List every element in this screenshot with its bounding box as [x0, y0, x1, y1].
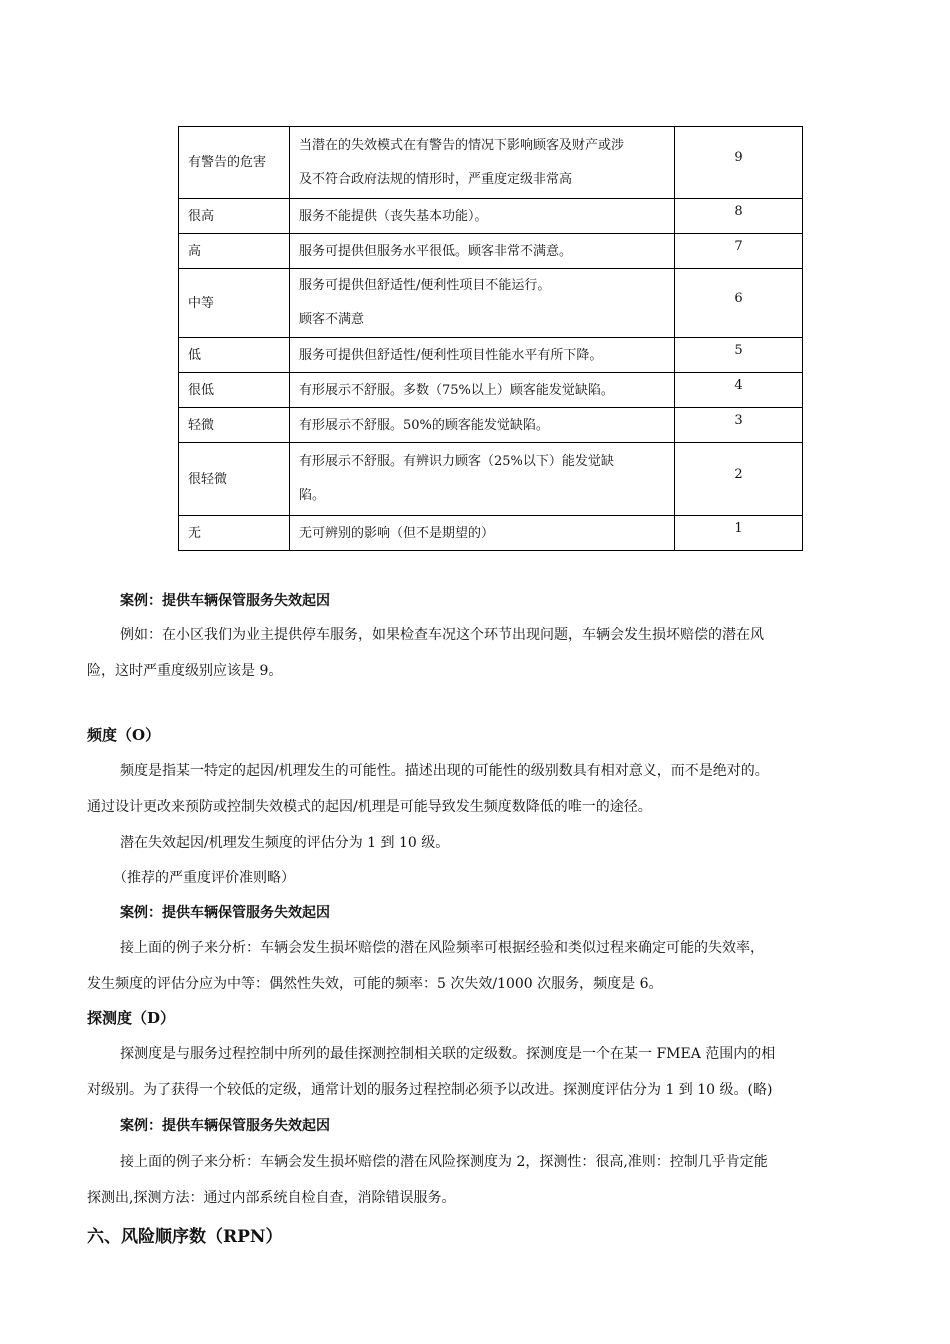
table-row [179, 338, 803, 373]
case-title: 案例：提供车辆保管服务失效起因 [120, 593, 330, 609]
description-line: 顾客不满意 [299, 312, 365, 327]
table-row [179, 373, 803, 408]
severity-description: 服务可提供但舒适性/便利性项目性能水平有所下降。 [290, 338, 675, 373]
paragraph: 接上面的例子来分析：车辆会发生损坏赔偿的潜在风险探测度为 2，探测性：很高,准则：控制几乎肯定能 [120, 1154, 768, 1170]
description-line: 及不符合政府法规的情形时，严重度定级非常高 [299, 171, 573, 187]
case-title: 案例：提供车辆保管服务失效起因 [120, 905, 330, 921]
severity-level: 低 [179, 338, 290, 373]
severity-rank: 4 [675, 373, 803, 408]
severity-level: 高 [179, 234, 290, 269]
table-row [179, 199, 803, 234]
paragraph: 频度是指某一特定的起因/机理发生的可能性。描述出现的可能性的级别数具有相对意义，而不是绝对的。 [120, 763, 769, 779]
severity-description [290, 443, 675, 516]
severity-rank: 3 [675, 408, 803, 443]
table-row [179, 443, 803, 516]
severity-rank: 2 [675, 443, 803, 516]
severity-description: 无可辨别的影响（但不是期望的） [290, 516, 675, 551]
table-row [179, 516, 803, 551]
severity-level: 很低 [179, 373, 290, 408]
paragraph: 通过设计更改来预防或控制失效模式的起因/机理是可能导致发生频度数降低的唯一的途径。 [87, 799, 652, 815]
severity-description: 有形展示不舒服。多数（75%以上）顾客能发觉缺陷。 [290, 373, 675, 408]
section-heading-frequency: 频度（O） [87, 726, 161, 744]
table-row [179, 269, 803, 338]
severity-rank: 8 [675, 199, 803, 234]
case-title: 案例：提供车辆保管服务失效起因 [120, 1118, 330, 1134]
severity-level: 很高 [179, 199, 290, 234]
paragraph: 例如：在小区我们为业主提供停车服务，如果检查车况这个环节出现问题，车辆会发生损坏赔偿的潜在风 [120, 627, 764, 643]
severity-description: 服务可提供但服务水平很低。顾客非常不满意。 [290, 234, 675, 269]
severity-level: 很轻微 [179, 443, 290, 516]
severity-rank: 7 [675, 234, 803, 269]
severity-rank: 6 [675, 269, 803, 338]
description-line: 陷。 [299, 488, 326, 503]
severity-rank: 1 [675, 516, 803, 551]
severity-rank: 9 [675, 127, 803, 199]
severity-description: 有形展示不舒服。50%的顾客能发觉缺陷。 [290, 408, 675, 443]
paragraph: 探测出,探测方法：通过内部系统自检自查，消除错误服务。 [87, 1190, 456, 1206]
paragraph: 发生频度的评估分应为中等：偶然性失效，可能的频率：5 次失效/1000 次服务，频度是 6。 [87, 976, 663, 992]
description-line: 有形展示不舒服。有辨识力顾客（25%以下）能发觉缺 [299, 454, 614, 469]
description-line: 当潜在的失效模式在有警告的情况下影响顾客及财产或涉 [299, 137, 625, 153]
section-heading-detection: 探测度（D） [87, 1009, 176, 1027]
severity-level: 无 [179, 516, 290, 551]
severity-description [290, 127, 675, 199]
severity-level: 中等 [179, 269, 290, 338]
description-line: 服务可提供但舒适性/便利性项目不能运行。 [299, 278, 551, 293]
table-row [179, 408, 803, 443]
severity-rating-table [178, 126, 803, 551]
severity-level: 有警告的危害 [179, 127, 290, 199]
paragraph: 对级别。为了获得一个较低的定级，通常计划的服务过程控制必须予以改进。探测度评估分为 1 到 10 级。(略) [87, 1082, 773, 1098]
paragraph-note: （推荐的严重度评价准则略） [113, 870, 295, 886]
severity-description: 服务不能提供（丧失基本功能）。 [290, 199, 675, 234]
table-row [179, 127, 803, 199]
table-row [179, 234, 803, 269]
paragraph: 接上面的例子来分析：车辆会发生损坏赔偿的潜在风险频率可根据经验和类似过程来确定可能的失效率， [120, 940, 764, 956]
section-heading-rpn: 六、风险顺序数（RPN） [87, 1227, 283, 1247]
severity-rank: 5 [675, 338, 803, 373]
severity-description [290, 269, 675, 338]
paragraph: 潜在失效起因/机理发生频度的评估分为 1 到 10 级。 [120, 835, 450, 851]
severity-level: 轻微 [179, 408, 290, 443]
paragraph: 险，这时严重度级别应该是 9。 [87, 663, 283, 679]
paragraph: 探测度是与服务过程控制中所列的最佳探测控制相关联的定级数。探测度是一个在某一 FMEA 范围内的相 [120, 1046, 776, 1062]
